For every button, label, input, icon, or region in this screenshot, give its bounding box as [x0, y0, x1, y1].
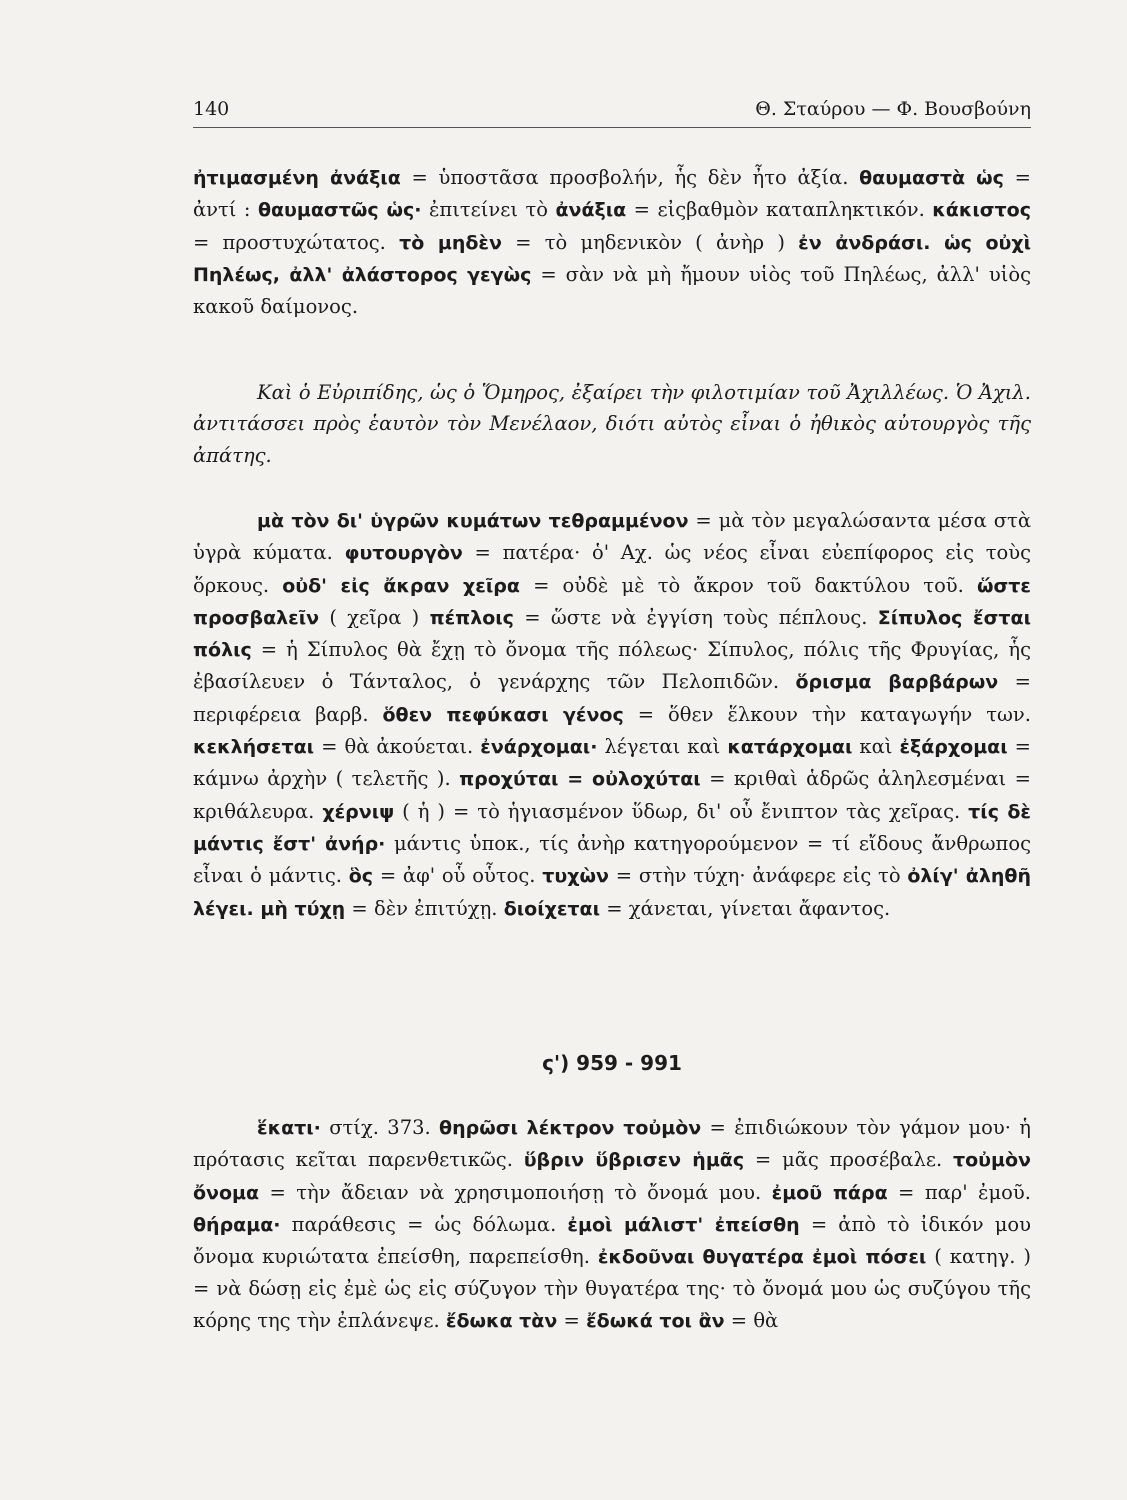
- running-title: Θ. Σταύρου — Φ. Βουσβούνη: [755, 98, 1031, 120]
- lemma: ἐκδοῦναι θυγατέρα ἐμοὶ πόσει: [597, 1246, 927, 1269]
- gloss: ( χεῖρα ): [319, 605, 430, 629]
- gloss: ἐπιτείνει τὸ: [421, 198, 556, 222]
- gloss: = ἀντί :: [193, 166, 1031, 222]
- lemma: ἕκατι·: [257, 1117, 321, 1139]
- gloss: = κάμνω ἀρχὴν ( τελετῆς ).: [193, 735, 1031, 791]
- lemma: κεκλήσεται: [193, 736, 315, 759]
- lemma: μὰ τὸν δι' ὑγρῶν κυμάτων τεθραμμένον: [257, 510, 689, 532]
- gloss: παράθεσις = ὡς δόλωμα.: [280, 1212, 568, 1236]
- lemma: ἐνάρχομαι·: [480, 736, 598, 759]
- lemma: ἔδωκα τὰν: [445, 1309, 558, 1332]
- gloss: = τὸ μηδενικὸν ( ἀνὴρ ): [501, 230, 799, 254]
- gloss: = ἡ Σίπυλος θὰ ἔχῃ τὸ ὄνομα τῆς πόλεως· Σίπυλος, πόλις τῆς Φρυγίας, ἧς ἐβασίλευεν ὁ Τάνταλος, ὁ γενάρχης τῶν Πελοπιδῶν.: [193, 638, 1031, 694]
- lemma: χέρνιψ: [322, 800, 395, 823]
- lemma: διοίχεται: [503, 897, 601, 920]
- paragraph-2: [193, 377, 1031, 471]
- gloss: = θὰ: [724, 1308, 779, 1332]
- gloss: = προστυχώτατος.: [193, 230, 400, 254]
- lemma: ὥστε προσβαλεῖν: [193, 574, 1032, 629]
- gloss: = εἰςβαθμὸν καταπληκτικόν.: [626, 198, 933, 222]
- lemma: τίς δὲ μάντις ἔστ' ἀνήρ·: [193, 800, 1031, 855]
- gloss: = ὅθεν ἕλκουν τὴν καταγωγήν των.: [623, 702, 1031, 726]
- lemma: φυτουργὸν: [344, 542, 463, 565]
- gloss: = κριθαὶ ἁδρῶς ἀληλεσμέναι = κριθάλευρα.: [193, 767, 1031, 823]
- gloss: = πατέρα· ὁ' Αχ. ὡς νέος εἶναι εὐεπίφορος εἰς τοὺς ὅρκους.: [193, 541, 1032, 597]
- lemma: θήραμα·: [193, 1213, 281, 1236]
- paragraph-3: [193, 505, 1031, 925]
- lemma: πέπλοις: [429, 606, 514, 629]
- gloss: = ἐπιδιώκουν τὸν γάμον μου· ἡ πρότασις κεῖται παρενθετικῶς.: [193, 1116, 1031, 1172]
- lemma: θηρῶσι λέκτρον τοὐμὸν: [439, 1117, 702, 1139]
- gloss: = χάνεται, γίνεται ἄφαντος.: [600, 896, 891, 920]
- lemma: ὃς: [348, 865, 374, 888]
- gloss: = ἀφ' οὗ οὗτος.: [373, 864, 543, 888]
- gloss: = μᾶς προσέβαλε.: [744, 1148, 953, 1172]
- gloss: ( ἡ ) = τὸ ἡγιασμένον ὕδωρ, δι' οὗ ἔνιπτον τὰς χεῖρας.: [394, 799, 969, 823]
- lemma: ὀλίγ' ἀληθῆ λέγει. μὴ τύχῃ: [193, 865, 1031, 920]
- section-heading: ς') 959 - 991: [542, 1051, 682, 1075]
- paragraph-4: [193, 1112, 1031, 1337]
- gloss: = σὰν νὰ μὴ ἤμουν υἱὸς τοῦ Πηλέως, ἀλλ' υἱὸς κακοῦ δαίμονος.: [193, 262, 1032, 319]
- commentary: Καὶ ὁ Εὐριπίδης, ὡς ὁ Ὅμηρος, ἐξαίρει τὴν φιλοτιμίαν τοῦ Ἀχιλλέως. Ὁ Ἀχιλ. ἀντιτάσσει πρὸς ἑαυτὸν τὸν Μενέλαον, διότι αὐτὸς εἶναι ὁ ἠθικὸς αὐτουργὸς τῆς ἀπάτης.: [193, 381, 1031, 467]
- lemma: θαυμαστῶς ὡς·: [257, 199, 422, 222]
- gloss: = θὰ ἀκούεται.: [314, 735, 481, 759]
- lemma: τυχὼν: [542, 865, 609, 888]
- lemma: οὐδ' εἰς ἄκραν χεῖρα: [282, 574, 520, 597]
- gloss: = ὥστε νὰ ἐγγίση τοὺς πέπλους.: [513, 605, 878, 629]
- lemma: κατάρχομαι: [727, 736, 853, 759]
- gloss: = ὑποστᾶσα προσβολήν, ἧς δὲν ἦτο ἀξία.: [400, 166, 860, 189]
- lemma: ἐμοὶ μάλιστ' ἐπείσθη: [567, 1213, 800, 1236]
- lemma: κάκιστος: [932, 199, 1031, 222]
- page-number: 140: [193, 98, 230, 120]
- gloss: στίχ. 373.: [320, 1116, 440, 1139]
- lemma: ὕβριν ὕβρισεν ἡμᾶς: [523, 1149, 745, 1172]
- gloss: = στὴν τύχη· ἀνάφερε εἰς τὸ: [608, 864, 908, 888]
- gloss: μάντις ὑποκ., τίς ἀνὴρ κατηγορούμενον = τί εἴδους ἄνθρωπος εἶναι ὁ μάντις.: [193, 831, 1031, 888]
- gloss: = μὰ τὸν μεγαλώσαντα μέσα στὰ ὑγρὰ κύματα.: [193, 509, 1031, 565]
- gloss: = παρ' ἐμοῦ.: [887, 1180, 1031, 1204]
- gloss: = ἀπὸ τὸ ἰδικόν μου ὄνομα κυριώτατα ἐπείσθη, παρεπείσθη.: [193, 1212, 1031, 1269]
- lemma: ὅρισμα βαρβάρων: [795, 671, 999, 694]
- gloss: λέγεται καὶ: [597, 735, 728, 759]
- lemma: ἀνάξια: [555, 199, 627, 222]
- lemma: ἐμοῦ πάρα: [771, 1181, 888, 1204]
- gloss: καὶ: [852, 735, 900, 759]
- lemma: προχύται = οὐλοχύται: [459, 768, 701, 791]
- lemma: ἐν ἀνδράσι. ὡς οὐχὶ Πηλέως, ἀλλ' ἀλάστορος γεγὼς: [193, 231, 1032, 286]
- lemma: Σίπυλος ἔσται πόλις: [193, 606, 1031, 662]
- lemma: ἠτιμασμένη ἀνάξια: [193, 167, 401, 189]
- gloss: = δὲν ἐπιτύχῃ.: [345, 896, 504, 920]
- lemma: ὅθεν πεφύκασι γένος: [382, 703, 624, 726]
- gloss: = οὐδὲ μὲ τὸ ἄκρον τοῦ δακτύλου τοῦ.: [519, 573, 977, 597]
- paragraph-1: [193, 162, 1031, 322]
- lemma: ἔδωκά τοι ἂν: [586, 1309, 725, 1332]
- gloss: =: [557, 1308, 587, 1332]
- gloss: ( κατηγ. ) = νὰ δώσῃ εἰς ἐμὲ ὡς εἰς σύζυγον τὴν θυγατέρα της· τὸ ὄνομά μου ὡς συζύγου τῆς κόρης της τὴν ἐπλάνεψε.: [193, 1245, 1031, 1332]
- lemma: θαυμαστὰ ὡς: [859, 167, 1004, 189]
- header-rule: [193, 127, 1031, 128]
- lemma: τὸ μηδὲν: [399, 231, 502, 254]
- gloss: = περιφέρεια βαρβ.: [193, 670, 1032, 726]
- gloss: = τὴν ἄδειαν νὰ χρησιμοποιήσῃ τὸ ὄνομά μου.: [259, 1180, 772, 1204]
- lemma: τοὐμὸν ὄνομα: [193, 1149, 1031, 1204]
- lemma: ἐξάρχομαι: [899, 736, 1008, 759]
